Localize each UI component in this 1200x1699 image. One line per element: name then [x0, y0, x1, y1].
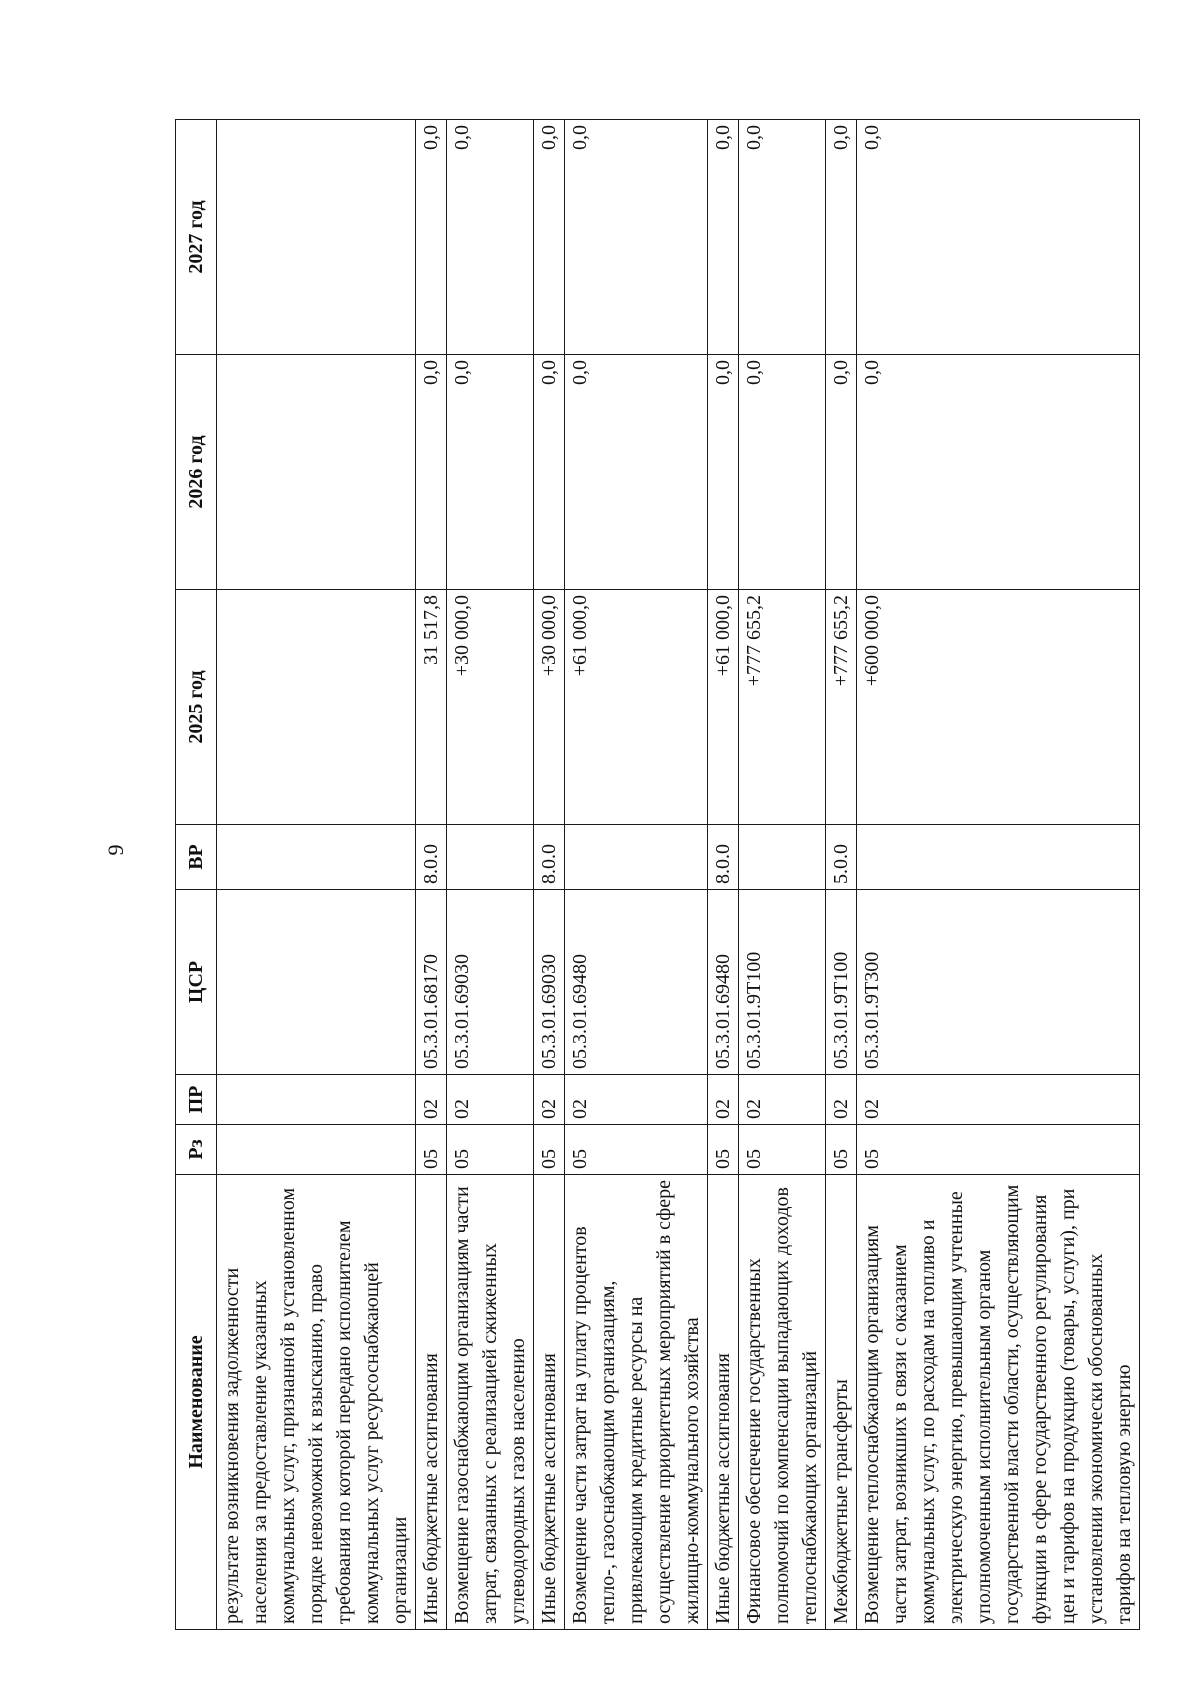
row-vr: [739, 825, 826, 890]
row-pr: 02: [447, 1075, 534, 1125]
row-name: результате возникновения задолженности населения за предоставление указанных коммунальных услуг, признанной в установленном порядке невозможной к взысканию, право требования по которой передано исполнителем коммунальных услуг ресурсоснабжающей организации: [217, 1175, 416, 1630]
row-csr: 05.3.01.69030: [447, 890, 534, 1075]
table-row: [534, 120, 565, 1630]
row-2027: 0,0: [447, 120, 534, 355]
row-csr: 05.3.01.69030: [534, 890, 565, 1075]
row-csr: 05.3.01.9Т100: [739, 890, 826, 1075]
row-2026: 0,0: [826, 355, 857, 590]
row-2027: 0,0: [708, 120, 739, 355]
row-vr: 8.0.0: [534, 825, 565, 890]
row-csr: 05.3.01.68170: [416, 890, 447, 1075]
row-rz: 05: [534, 1125, 565, 1175]
row-pr: 02: [708, 1075, 739, 1125]
header-name: Наименование: [176, 1175, 217, 1630]
row-rz: 05: [565, 1125, 708, 1175]
page-number: 9: [103, 844, 128, 856]
row-pr: 02: [565, 1075, 708, 1125]
row-2026: 0,0: [416, 355, 447, 590]
row-csr: 05.3.01.69480: [708, 890, 739, 1075]
table-row: [217, 120, 416, 1630]
row-2025: +777 655,2: [826, 590, 857, 825]
row-2025: +30 000,0: [534, 590, 565, 825]
row-name: Иные бюджетные ассигнования: [534, 1175, 565, 1630]
row-2025: +600 000,0: [857, 590, 1140, 825]
row-2027: [217, 120, 416, 355]
table-row: [857, 120, 1140, 1630]
row-pr: 02: [416, 1075, 447, 1125]
row-2027: 0,0: [534, 120, 565, 355]
table-header-row: [176, 120, 217, 1630]
row-2027: 0,0: [565, 120, 708, 355]
table-row: [826, 120, 857, 1630]
row-vr: [447, 825, 534, 890]
row-2027: 0,0: [739, 120, 826, 355]
row-rz: 05: [826, 1125, 857, 1175]
header-pr: ПР: [176, 1075, 217, 1125]
row-vr: 8.0.0: [708, 825, 739, 890]
row-2026: 0,0: [739, 355, 826, 590]
row-2026: 0,0: [857, 355, 1140, 590]
row-vr: [217, 825, 416, 890]
row-2026: 0,0: [534, 355, 565, 590]
row-vr: 5.0.0: [826, 825, 857, 890]
row-2027: 0,0: [857, 120, 1140, 355]
row-rz: 05: [739, 1125, 826, 1175]
row-2025: [217, 590, 416, 825]
row-rz: 05: [857, 1125, 1140, 1175]
row-2025: 31 517,8: [416, 590, 447, 825]
row-pr: 02: [857, 1075, 1140, 1125]
header-vr: ВР: [176, 825, 217, 890]
row-vr: [857, 825, 1140, 890]
row-csr: [217, 890, 416, 1075]
row-name: Возмещение части затрат на уплату процентов тепло-, газоснабжающим организациям, привлекающим кредитные ресурсы на осуществление приоритетных мероприятий в сфере жилищно-коммунального хозяйства: [565, 1175, 708, 1630]
row-name: Возмещение газоснабжающим организациям части затрат, связанных с реализацией сжиженных углеводородных газов населению: [447, 1175, 534, 1630]
row-csr: 05.3.01.69480: [565, 890, 708, 1075]
header-2025: 2025 год: [176, 590, 217, 825]
row-2027: 0,0: [416, 120, 447, 355]
table-row: [739, 120, 826, 1630]
row-name: Возмещение теплоснабжающим организациям части затрат, возникших в связи с оказанием коммунальных услуг, по расходам на топливо и электрическую энергию, превышающим учтенные уполномоченным исполнительным органом государственной власти области, осуществляющим функции в сфере государственного регулирования цен и тарифов на продукцию (товары, услуги), при установлении экономически обоснованных тарифов на тепловую энергию: [857, 1175, 1140, 1630]
row-2026: [217, 355, 416, 590]
row-pr: 02: [826, 1075, 857, 1125]
table-row: [565, 120, 708, 1630]
header-2026: 2026 год: [176, 355, 217, 590]
row-csr: 05.3.01.9Т100: [826, 890, 857, 1075]
row-name: Иные бюджетные ассигнования: [416, 1175, 447, 1630]
table-row: [416, 120, 447, 1630]
header-2027: 2027 год: [176, 120, 217, 355]
row-2025: +777 655,2: [739, 590, 826, 825]
row-pr: 02: [534, 1075, 565, 1125]
row-name: Финансовое обеспечение государственных полномочий по компенсации выпадающих доходов теплоснабжающих организаций: [739, 1175, 826, 1630]
header-csr: ЦСР: [176, 890, 217, 1075]
row-vr: [565, 825, 708, 890]
row-2027: 0,0: [826, 120, 857, 355]
header-rz: Рз: [176, 1125, 217, 1175]
row-2026: 0,0: [565, 355, 708, 590]
rotated-page-content: [175, 120, 1135, 1630]
row-2026: 0,0: [708, 355, 739, 590]
row-pr: 02: [739, 1075, 826, 1125]
table-row: [708, 120, 739, 1630]
budget-table: [175, 119, 1140, 1630]
row-2025: +30 000,0: [447, 590, 534, 825]
table-row: [447, 120, 534, 1630]
row-vr: 8.0.0: [416, 825, 447, 890]
row-rz: 05: [416, 1125, 447, 1175]
row-2025: +61 000,0: [708, 590, 739, 825]
row-rz: [217, 1125, 416, 1175]
row-2026: 0,0: [447, 355, 534, 590]
row-rz: 05: [447, 1125, 534, 1175]
row-pr: [217, 1075, 416, 1125]
row-csr: 05.3.01.9Т300: [857, 890, 1140, 1075]
row-2025: +61 000,0: [565, 590, 708, 825]
row-name: Иные бюджетные ассигнования: [708, 1175, 739, 1630]
row-name: Межбюджетные трансферты: [826, 1175, 857, 1630]
row-rz: 05: [708, 1125, 739, 1175]
